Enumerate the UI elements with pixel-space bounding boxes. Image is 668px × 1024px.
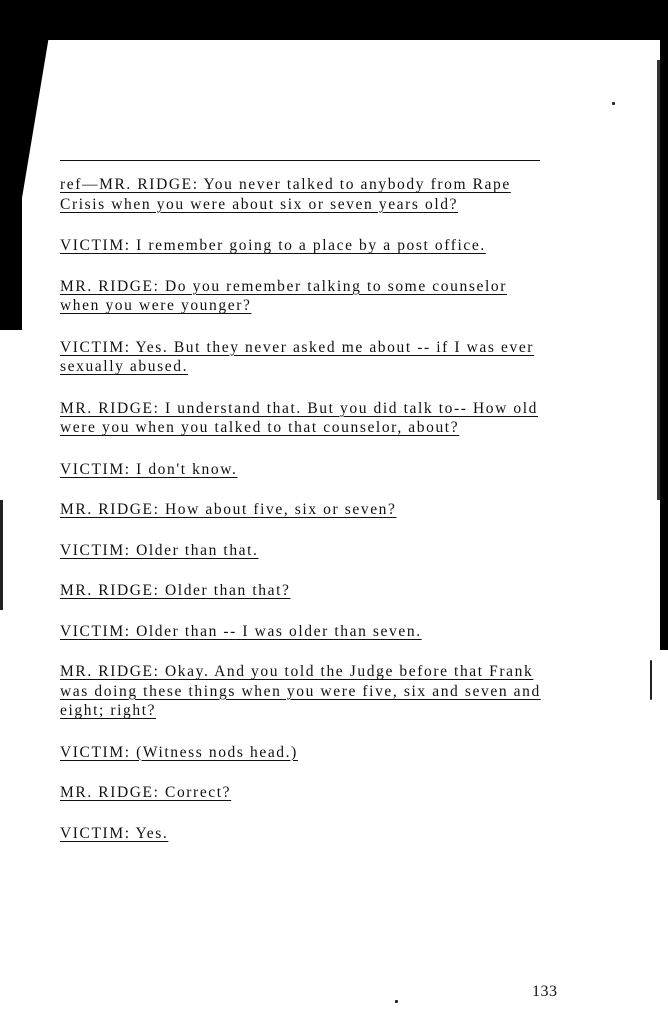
page-number: 133: [532, 983, 558, 1000]
transcript-entry: MR. RIDGE: Okay. And you told the Judge before that Frank was doing these things when you were five, six and seven and eight; right?: [60, 663, 541, 719]
transcript-entry: VICTIM: I don't know.: [60, 460, 238, 478]
scan-speck: [395, 1000, 398, 1003]
transcript-entry: VICTIM: Yes. But they never asked me about -- if I was ever sexually abused.: [60, 338, 535, 375]
transcript-entry: MR. RIDGE: I understand that. But you did talk to-- How old were you when you talked to that counselor, about?: [60, 399, 538, 436]
transcript-entry: VICTIM: I remember going to a place by a post office.: [60, 237, 486, 254]
transcript-entry: VICTIM: Older than -- I was older than seven.: [60, 622, 422, 640]
transcript-entry: VICTIM: Older than that.: [60, 541, 259, 559]
scan-border-top-fade: [330, 0, 668, 40]
transcript-entry: MR. RIDGE: How about five, six or seven?: [60, 501, 397, 518]
scan-speck: [650, 660, 652, 700]
scan-border-right: [660, 30, 668, 650]
scan-border-right-edge: [657, 60, 660, 500]
scan-left-spot: [0, 500, 3, 610]
transcript-top-rule: [60, 160, 540, 161]
transcript-entry: MR. RIDGE: Older than that?: [60, 582, 291, 599]
transcript-entry: MR. RIDGE: Do you remember talking to some counselor when you were younger?: [60, 277, 507, 314]
scan-speck: [612, 102, 615, 105]
transcript: [60, 175, 550, 864]
transcript-entry: ref—MR. RIDGE: You never talked to anybody from Rape Crisis when you were about six or seven years old?: [60, 176, 511, 213]
transcript-entry: VICTIM: (Witness nods head.): [60, 743, 298, 761]
transcript-entry: MR. RIDGE: Correct?: [60, 784, 232, 801]
transcript-entry: VICTIM: Yes.: [60, 824, 169, 842]
scan-border-left-bar: [0, 0, 22, 330]
